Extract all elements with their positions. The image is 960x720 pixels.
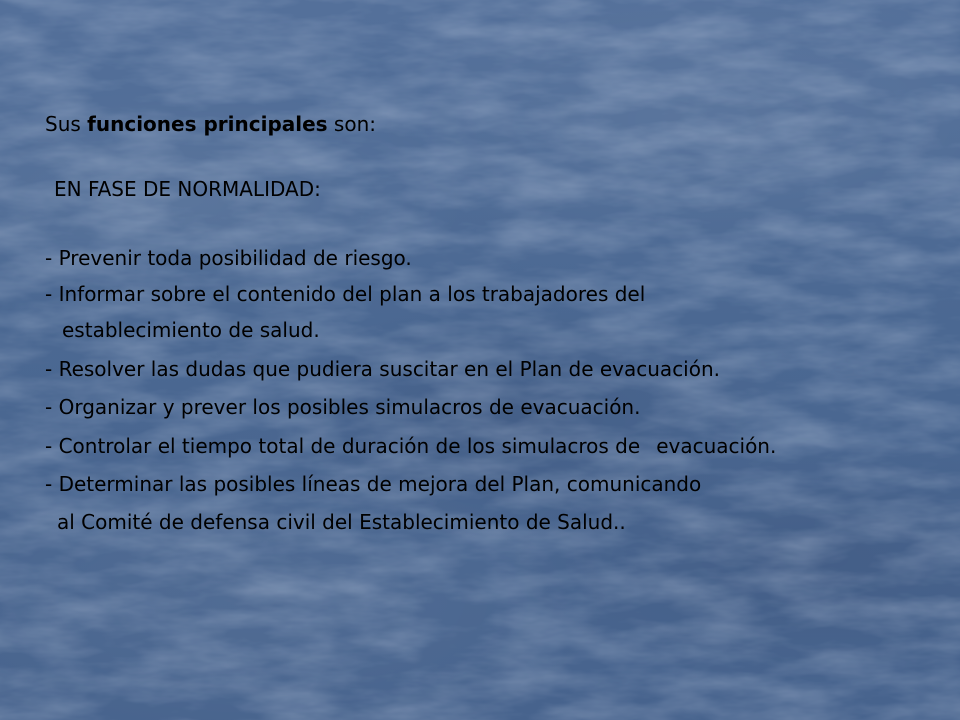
bullet-controlar-tail: evacuación.: [656, 434, 777, 458]
bullet-resolver: - Resolver las dudas que pudiera suscitar en el Plan de evacuación.: [45, 357, 721, 381]
bullet-controlar: [45, 433, 776, 459]
intro-emphasis: funciones principales: [87, 112, 328, 136]
phase-heading: EN FASE DE NORMALIDAD:: [54, 177, 321, 201]
bullet-informar-continuation: establecimiento de salud.: [62, 318, 320, 342]
slide-body: [45, 0, 945, 720]
bullet-prevenir: - Prevenir toda posibilidad de riesgo.: [45, 246, 412, 270]
intro-prefix: Sus: [45, 112, 88, 136]
intro-line: [45, 111, 376, 137]
bullet-organizar: - Organizar y prever los posibles simulacros de evacuación.: [45, 395, 641, 419]
bullet-determinar-continuation: al Comité de defensa civil del Establecimiento de Salud..: [57, 510, 626, 534]
bullet-controlar-text: - Controlar el tiempo total de duración de los simulacros de: [45, 434, 641, 458]
bullet-determinar: - Determinar las posibles líneas de mejora del Plan, comunicando: [45, 472, 702, 496]
bullet-informar: - Informar sobre el contenido del plan a los trabajadores del: [45, 282, 646, 306]
intro-suffix: son:: [327, 112, 377, 136]
